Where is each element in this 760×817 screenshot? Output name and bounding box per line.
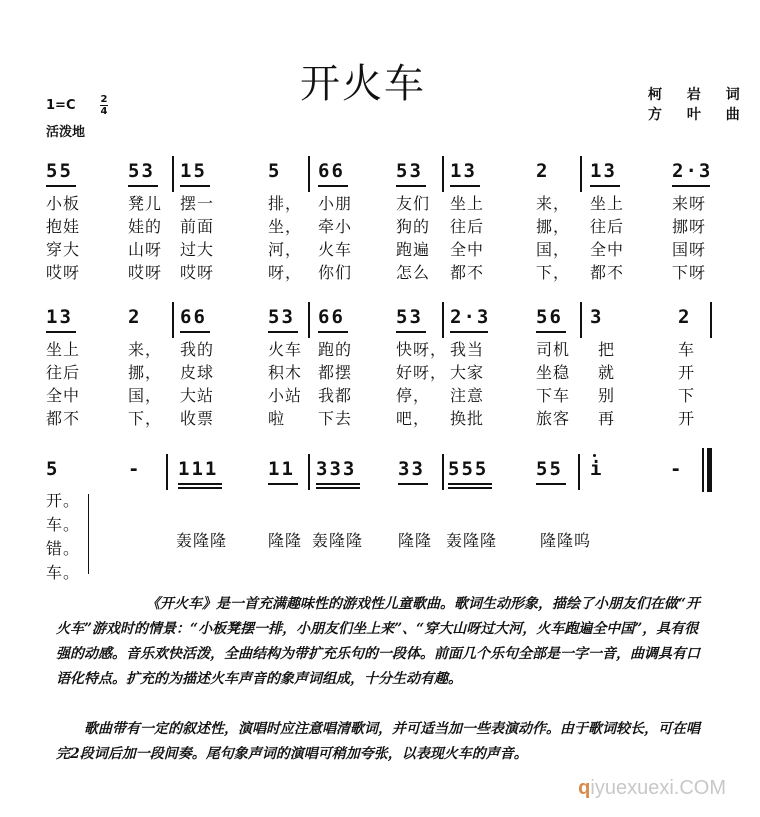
note-group: 55 <box>536 458 563 480</box>
bar-line <box>166 454 168 490</box>
watermark-q: q <box>578 777 591 799</box>
beam <box>318 185 348 187</box>
beam <box>590 185 620 187</box>
note-group: 3 <box>590 306 604 328</box>
lyric: 把 <box>598 340 616 359</box>
bar-line <box>172 302 174 338</box>
tempo-marking: 活泼地 <box>46 125 86 140</box>
lyric: 开 <box>678 363 696 382</box>
beam <box>46 185 76 187</box>
onomatopoeia: 轰隆隆 <box>312 531 364 550</box>
note-group: 2 <box>536 160 550 182</box>
lyric: 都摆 <box>318 363 353 382</box>
end-lyric: 开。 <box>46 491 81 510</box>
lyric: 小板 <box>46 194 81 213</box>
bar-line <box>578 454 580 490</box>
lyric: 来， <box>536 194 571 213</box>
lyric: 国呀 <box>672 240 707 259</box>
lyric: 都不 <box>46 409 81 428</box>
lyric: 下， <box>128 409 163 428</box>
beam <box>316 483 360 485</box>
lyric: 再 <box>598 409 616 428</box>
end-lyric: 车。 <box>46 563 81 582</box>
lyric: 凳儿 <box>128 194 163 213</box>
lyric: 坐上 <box>450 194 485 213</box>
lyric: 小站 <box>268 386 303 405</box>
note-group: 5 <box>268 160 282 182</box>
bar-line <box>442 302 444 338</box>
lyric: 我的 <box>180 340 215 359</box>
lyric: 哎呀 <box>128 263 163 282</box>
lyric: 往后 <box>450 217 485 236</box>
watermark-text: iyuexuexi.COM <box>590 777 726 799</box>
lyric: 全中 <box>46 386 81 405</box>
lyric: 全中 <box>450 240 485 259</box>
lyric: 都不 <box>450 263 485 282</box>
lyric: 下， <box>536 263 571 282</box>
lyric: 你们 <box>318 263 353 282</box>
lyric: 友们 <box>396 194 431 213</box>
note-group: 53 <box>396 306 423 328</box>
lyric: 司机 <box>536 340 571 359</box>
beam <box>536 483 566 485</box>
beam <box>180 185 210 187</box>
note-group: 2 <box>678 306 692 328</box>
lyric: 国， <box>128 386 163 405</box>
lyric: 挪， <box>128 363 163 382</box>
lyric: 停， <box>396 386 431 405</box>
lyric: 娃的 <box>128 217 163 236</box>
lyric: 全中 <box>590 240 625 259</box>
note-group: - <box>670 458 684 480</box>
page-title: 开火车 <box>300 61 426 107</box>
note-group: i <box>590 458 604 480</box>
note-group: 13 <box>450 160 477 182</box>
lyric: 别 <box>598 386 616 405</box>
lyricist-credit: 柯 岩 词 <box>648 87 750 103</box>
lyric: 跑遍 <box>396 240 431 259</box>
note-group: 2·3 <box>450 306 491 328</box>
lyric: 我都 <box>318 386 353 405</box>
note-group: 13 <box>590 160 617 182</box>
lyric: 跑的 <box>318 340 353 359</box>
lyric: 摆一 <box>180 194 215 213</box>
onomatopoeia: 轰隆隆 <box>446 531 498 550</box>
bar-line <box>172 156 174 192</box>
lyric: 坐上 <box>590 194 625 213</box>
lyric: 穿大 <box>46 240 81 259</box>
beam <box>46 331 76 333</box>
site-watermark <box>578 777 726 800</box>
beam <box>128 185 158 187</box>
bar-line <box>442 156 444 192</box>
high-octave-dot <box>593 454 596 457</box>
lyric: 下 <box>678 386 696 405</box>
lyric: 牵小 <box>318 217 353 236</box>
description-paragraph: 《开火车》是一首充满趣味性的游戏性儿童歌曲。歌词生动形象，描绘了小朋友们在做“开火车”游戏时的情景：“小板凳摆一排，小朋友们坐上来”、“穿大山呀过大河，火车跑遍全中国”，具有很强的动感。音乐欢快活泼，全曲结构为带扩充乐句的一段体。前面几个乐句全部是一字一音，曲调具有口语化特点。扩充的为描述火车声音的象声词组成，十分生动有趣。 <box>56 596 701 687</box>
lyric: 下呀 <box>672 263 707 282</box>
time-signature <box>100 94 108 117</box>
note-group: 15 <box>180 160 207 182</box>
lyric: 就 <box>598 363 616 382</box>
beam <box>180 331 210 333</box>
beam <box>268 483 298 485</box>
lyric: 小朋 <box>318 194 353 213</box>
final-bar-thick <box>707 448 712 492</box>
bar-line <box>580 302 582 338</box>
lyric: 过大 <box>180 240 215 259</box>
end-lyric: 车。 <box>46 515 81 534</box>
lyric: 火车 <box>318 240 353 259</box>
lyric: 换批 <box>450 409 485 428</box>
note-group: 33 <box>398 458 425 480</box>
note-group: 13 <box>46 306 73 328</box>
lyric: 我当 <box>450 340 485 359</box>
beam <box>536 331 566 333</box>
lyric: 挪呀 <box>672 217 707 236</box>
lyric: 坐稳 <box>536 363 571 382</box>
note-group: 55 <box>46 160 73 182</box>
lyric: 河， <box>268 240 303 259</box>
beam <box>672 185 710 187</box>
onomatopoeia: 隆隆呜 <box>540 531 592 550</box>
beam <box>448 487 492 489</box>
lyric: 来呀 <box>672 194 707 213</box>
beam <box>318 331 348 333</box>
bar-line <box>710 302 712 338</box>
lyric: 开 <box>678 409 696 428</box>
lyric: 注意 <box>450 386 485 405</box>
note-group: - <box>128 458 142 480</box>
lyric: 前面 <box>180 217 215 236</box>
lyric: 怎么 <box>396 263 431 282</box>
lyric: 大站 <box>180 386 215 405</box>
bar-line <box>580 156 582 192</box>
end-lyric: 错。 <box>46 539 81 558</box>
lyric: 来， <box>128 340 163 359</box>
lyric: 呀， <box>268 263 303 282</box>
beam <box>316 487 360 489</box>
note-group: 2·3 <box>672 160 713 182</box>
lyric: 哎呀 <box>46 263 81 282</box>
beam <box>396 185 426 187</box>
note-group: 56 <box>536 306 563 328</box>
beam <box>178 483 222 485</box>
lyric: 往后 <box>590 217 625 236</box>
lyric: 皮球 <box>180 363 215 382</box>
lyric: 收票 <box>180 409 215 428</box>
lyric: 大家 <box>450 363 485 382</box>
lyric: 挪， <box>536 217 571 236</box>
lyric: 车 <box>678 340 696 359</box>
note-group: 53 <box>396 160 423 182</box>
lyric: 快呀， <box>396 340 448 359</box>
beam <box>396 331 426 333</box>
beam <box>268 331 298 333</box>
lyric: 坐上 <box>46 340 81 359</box>
onomatopoeia: 隆隆 <box>268 531 303 550</box>
lyric: 好呀， <box>396 363 448 382</box>
lyric: 下车 <box>536 386 571 405</box>
note-group: 2 <box>128 306 142 328</box>
composer-credit: 方 叶 曲 <box>648 107 750 123</box>
note-group: 66 <box>318 160 345 182</box>
description-paragraph: 歌曲带有一定的叙述性，演唱时应注意唱清歌词，并可适当加一些表演动作。由于歌词较长，可在唱完2段词后加一段间奏。尾句象声词的演唱可稍加夸张，以表现火车的声音。 <box>56 721 700 762</box>
beam <box>450 331 488 333</box>
bar-line <box>308 156 310 192</box>
key-signature: 1=C <box>46 98 76 113</box>
lyric: 山呀 <box>128 240 163 259</box>
lyric: 旅客 <box>536 409 571 428</box>
note-group: 111 <box>178 458 219 480</box>
lyric: 抱娃 <box>46 217 81 236</box>
lyric: 国， <box>536 240 571 259</box>
note-group: 66 <box>180 306 207 328</box>
note-group: 66 <box>318 306 345 328</box>
beam <box>450 185 480 187</box>
note-group: 11 <box>268 458 295 480</box>
lyric: 吧， <box>396 409 431 428</box>
onomatopoeia: 隆隆 <box>398 531 433 550</box>
lyric: 排， <box>268 194 303 213</box>
lyric: 都不 <box>590 263 625 282</box>
note-group: 5 <box>46 458 60 480</box>
lyric: 往后 <box>46 363 81 382</box>
bar-line <box>308 302 310 338</box>
note-group: 53 <box>128 160 155 182</box>
note-group: 53 <box>268 306 295 328</box>
time-sig-bottom: 4 <box>100 106 108 117</box>
note-group: 333 <box>316 458 357 480</box>
lyric: 狗的 <box>396 217 431 236</box>
note-group: 555 <box>448 458 489 480</box>
lyric: 哎呀 <box>180 263 215 282</box>
time-sig-top: 2 <box>100 94 108 105</box>
lyric: 坐， <box>268 217 303 236</box>
beam <box>398 483 428 485</box>
bar-line <box>308 454 310 490</box>
lyric: 火车 <box>268 340 303 359</box>
verse-bracket-line <box>88 494 89 574</box>
beam <box>178 487 222 489</box>
lyric: 积木 <box>268 363 303 382</box>
final-bar-thin <box>702 448 704 492</box>
bar-line <box>442 454 444 490</box>
lyric: 啦 <box>268 409 286 428</box>
lyric: 下去 <box>318 409 353 428</box>
beam <box>448 483 492 485</box>
onomatopoeia: 轰隆隆 <box>176 531 228 550</box>
